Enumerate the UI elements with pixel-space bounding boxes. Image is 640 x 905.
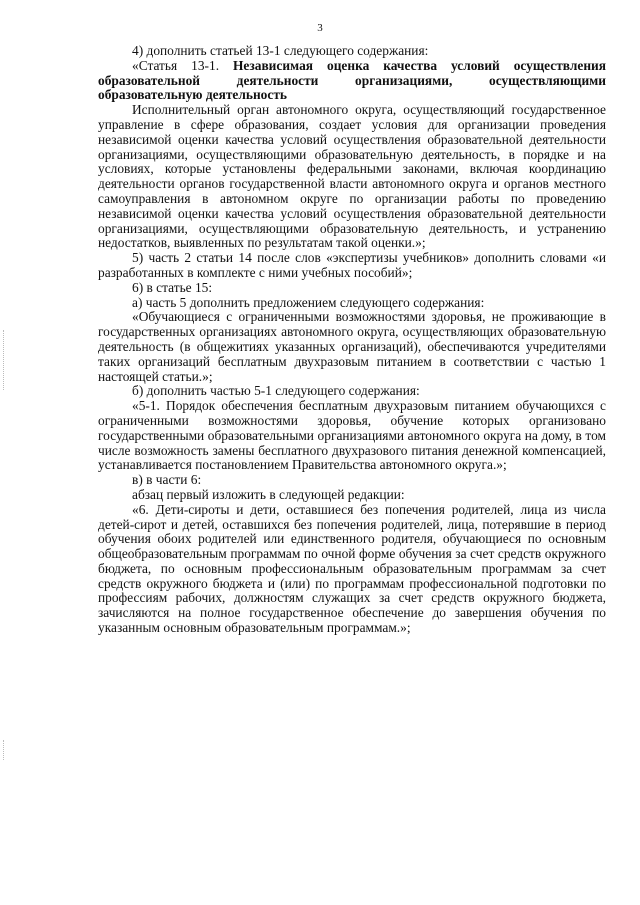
paragraph-amendment-4: 4) дополнить статьей 13-1 следующего содержания: <box>132 43 429 58</box>
paragraph-6v-text: «6. Дети-сироты и дети, оставшиеся без попечения родителей, лица из числа детей-сирот и детей, оставшихся без попечения родителей, лица, потерявшие в период обучения обоих родителей или единственного родителя, обучающиеся по основным общеобразовательным программам по очной форме обучения за счет средств окружного бюджета, по основным профессиональным образовательным программам за счет средств окружного бюджета и (или) по программам профессиональной подготовки по профессиям рабочих, должностям служащих за счет средств окружного бюджета, зачисляются на полное государственное обеспечение до завершения обучения по указанным основным образовательным программам.»; <box>98 501 606 636</box>
article-heading-title: Независимая оценка качества условий осуществления образовательной деятельности организациями, осуществляющими образовательную деятельность <box>98 57 606 103</box>
paragraph-6b-text: «5-1. Порядок обеспечения бесплатным двухразовым питанием обучающихся с ограниченными возможностями здоровья, обучение которых организовано государственными образовательными организациями автономного округа на дому, в том числе возможность замены бесплатного двухразового питания денежной компенсацией, устанавливается постановлением Правительства автономного округа.»; <box>98 398 606 473</box>
scan-edge-mark-bottom <box>3 740 4 760</box>
paragraph-6v-intro: абзац первый изложить в следующей редакции: <box>132 486 405 502</box>
paragraph-6a-text: «Обучающиеся с ограниченными возможностями здоровья, не проживающие в государственных организациях автономного округа, осуществляющих образовательную деятельность (в общежитиях указанных организаций), обеспечиваются учредителями таких организаций бесплатным двухразовым питанием в соответствии с частью 1 настоящей статьи.»; <box>98 309 606 384</box>
paragraph-amendment-6: 6) в статье 15: <box>132 279 213 295</box>
document-body <box>98 44 606 636</box>
page-number: 3 <box>317 22 323 34</box>
article-heading-prefix: «Статья 13-1. <box>132 57 234 73</box>
scan-edge-mark-top <box>3 330 4 390</box>
paragraph-6b: б) дополнить частью 5-1 следующего содержания: <box>132 383 420 399</box>
paragraph-article-13-1-heading <box>98 59 606 103</box>
paragraph-6a: а) часть 5 дополнить предложением следующего содержания: <box>132 294 485 310</box>
paragraph-article-13-1-body: Исполнительный орган автономного округа, осуществляющий государственное управление в сфере образования, создает условия для организации проведения независимой оценки качества условий осуществления образовательной деятельности организациями, осуществляющими образовательную деятельность, в порядке и на условиях, которые установлены федеральными законами, включая координацию деятельности органов государственной власти автономного округа и органов местного самоуправления в автономном округе по организации работы по проведению независимой оценки качества условий осуществления образовательной деятельности организациями, осуществляющими образовательную деятельность, и устранению недостатков, выявленных по результатам такой оценки.»; <box>98 102 606 251</box>
paragraph-6v: в) в части 6: <box>132 472 202 488</box>
paragraph-amendment-5: 5) часть 2 статьи 14 после слов «экспертизы учебников» дополнить словами «и разработанных в комплекте с ними учебных пособий»; <box>98 250 606 280</box>
